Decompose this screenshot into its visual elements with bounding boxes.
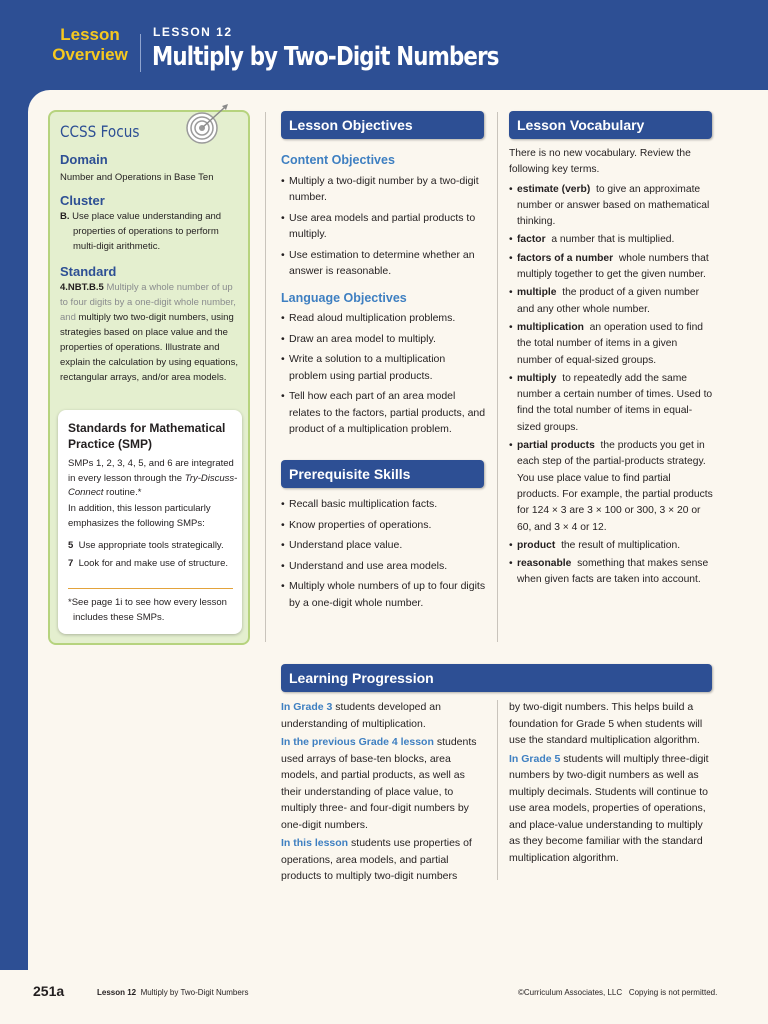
progression-paragraph: In this lesson students use properties of operations, area models, and partial products to multiply two-digit numbers xyxy=(281,837,472,882)
footer-strip xyxy=(0,970,768,1024)
cluster-heading: Cluster xyxy=(60,193,105,208)
smp-paragraph-1: SMPs 1, 2, 3, 4, 5, and 6 are integrated in every lesson through the Try-Discuss-Connect routine.* xyxy=(68,458,238,498)
list-item: • multiply to repeatedly add the same number a certain number of times. Used to find the total number of items in equal-sized groups. xyxy=(509,371,714,436)
column-divider xyxy=(497,700,498,880)
lesson-objectives-heading: Lesson Objectives xyxy=(281,111,484,139)
header-divider xyxy=(140,34,141,72)
list-item: • Multiply whole numbers of up to four digits by a one-digit whole number. xyxy=(281,578,491,611)
list-item: • Recall basic multiplication facts. xyxy=(281,496,491,513)
smp-title: Standards for Mathematical Practice (SMP) xyxy=(68,421,226,451)
prerequisite-skills-heading: Prerequisite Skills xyxy=(281,460,484,488)
learning-progression-heading: Learning Progression xyxy=(281,664,712,692)
progression-paragraph: In Grade 5 students will multiply three-digit numbers by two-digit numbers as well as multiply decimals. Students will continue to use area models, properties of operations, and place-value understanding to multiply as they become familiar with the standard multiplication algorithm. xyxy=(509,752,709,864)
list-item: • estimate (verb) to give an approximate number or answer based on mathematical thinking. xyxy=(509,182,714,231)
ccss-focus-panel xyxy=(48,110,250,645)
progression-paragraph: by two-digit numbers. This helps build a foundation for Grade 5 when students will use the standard multiplication algorithm. xyxy=(509,701,703,746)
list-item: • factor a number that is multiplied. xyxy=(509,232,714,248)
smp-card xyxy=(58,410,242,634)
smp-item: 5 Use appropriate tools strategically. xyxy=(68,540,224,551)
lesson-overview-label: Lesson Overview xyxy=(52,25,128,64)
list-item: • Read aloud multiplication problems. xyxy=(281,310,486,327)
prerequisite-skills-list xyxy=(281,496,491,615)
smp-divider xyxy=(68,588,233,589)
smp-note: *See page 1i to see how every lesson includes these SMPs. xyxy=(68,597,227,623)
footer-copyright: ©Curriculum Associates, LLC Copying is not permitted. xyxy=(518,988,718,997)
progression-paragraph: In Grade 3 students developed an understanding of multiplication. xyxy=(281,701,441,730)
target-icon xyxy=(178,102,234,152)
list-item: • Multiply a two-digit number by a two-digit number. xyxy=(281,173,486,206)
list-item: • Draw an area model to multiply. xyxy=(281,331,486,348)
list-item: • Use estimation to determine whether an answer is reasonable. xyxy=(281,247,486,280)
ccss-focus-title: CCSS Focus xyxy=(60,122,140,141)
lesson-vocabulary-list xyxy=(509,146,714,591)
domain-heading: Domain xyxy=(60,152,108,167)
column-divider xyxy=(265,112,266,642)
lesson-vocabulary-heading: Lesson Vocabulary xyxy=(509,111,712,139)
smp-item: 7 Look for and make use of structure. xyxy=(68,558,229,569)
lesson-number: LESSON 12 xyxy=(153,25,233,39)
column-divider xyxy=(497,112,498,642)
learning-progression-column-1 xyxy=(281,699,486,887)
list-item: • reasonable something that makes sense when given facts are taken into account. xyxy=(509,556,714,589)
list-item: • Understand place value. xyxy=(281,537,491,554)
page-number: 251a xyxy=(33,983,65,999)
list-item: • multiplication an operation used to find the total number of items in a given number of equal-sized groups. xyxy=(509,320,714,369)
footer-lesson-label: Lesson 12 Multiply by Two-Digit Numbers xyxy=(97,988,249,997)
list-item: • multiple the product of a given number and any other whole number. xyxy=(509,285,714,318)
cluster-text: B. Use place value understanding and properties of operations to perform multi-digit arithmetic. xyxy=(60,211,222,252)
list-item: • Use area models and partial products to multiply. xyxy=(281,210,486,243)
page-title: Multiply by Two-Digit Numbers xyxy=(152,42,499,72)
list-item: • Tell how each part of an area model relates to the factors, partial products, and product of a multiplication problem. xyxy=(281,388,486,438)
list-item: • Know properties of operations. xyxy=(281,517,491,534)
lesson-objectives-content xyxy=(281,152,486,442)
learning-progression-column-2 xyxy=(509,699,714,868)
standard-heading: Standard xyxy=(60,264,117,279)
lesson-header xyxy=(0,0,768,90)
left-edge-bar xyxy=(0,90,28,1024)
standard-text: 4.NBT.B.5 Multiply a whole number of up to four digits by a one-digit whole number, and multiply two two-digit numbers, using strategies based on place value and the properties of operations. Illustrate and explain the calculation by using equations, rectangular arrays, and/or area models. xyxy=(60,282,238,383)
smp-paragraph-2: In addition, this lesson particularly emphasizes the following SMPs: xyxy=(68,503,211,529)
language-objectives-heading: Language Objectives xyxy=(281,290,407,305)
progression-paragraph: In the previous Grade 4 lesson students used arrays of base-ten blocks, area models, and partial products, as well as their understanding of place value, to multiply three- and four-digit numbers by one-digit numbers. xyxy=(281,736,477,831)
list-item: • partial products the products you get in each step of the partial-products strategy. You use place value to find partial products. For example, the partial products for 124 × 3 are 3 × 100 or 300, 3 × 20 or 60, and 3 × 4 or 12. xyxy=(509,438,714,536)
list-item: • product the result of multiplication. xyxy=(509,538,714,554)
vocabulary-intro: There is no new vocabulary. Review the following key terms. xyxy=(509,148,691,176)
domain-text: Number and Operations in Base Ten xyxy=(60,172,214,183)
list-item: • factors of a number whole numbers that multiply together to get the given number. xyxy=(509,251,714,284)
content-objectives-heading: Content Objectives xyxy=(281,153,395,167)
list-item: • Write a solution to a multiplication problem using partial products. xyxy=(281,351,486,384)
list-item: • Understand and use area models. xyxy=(281,558,491,575)
